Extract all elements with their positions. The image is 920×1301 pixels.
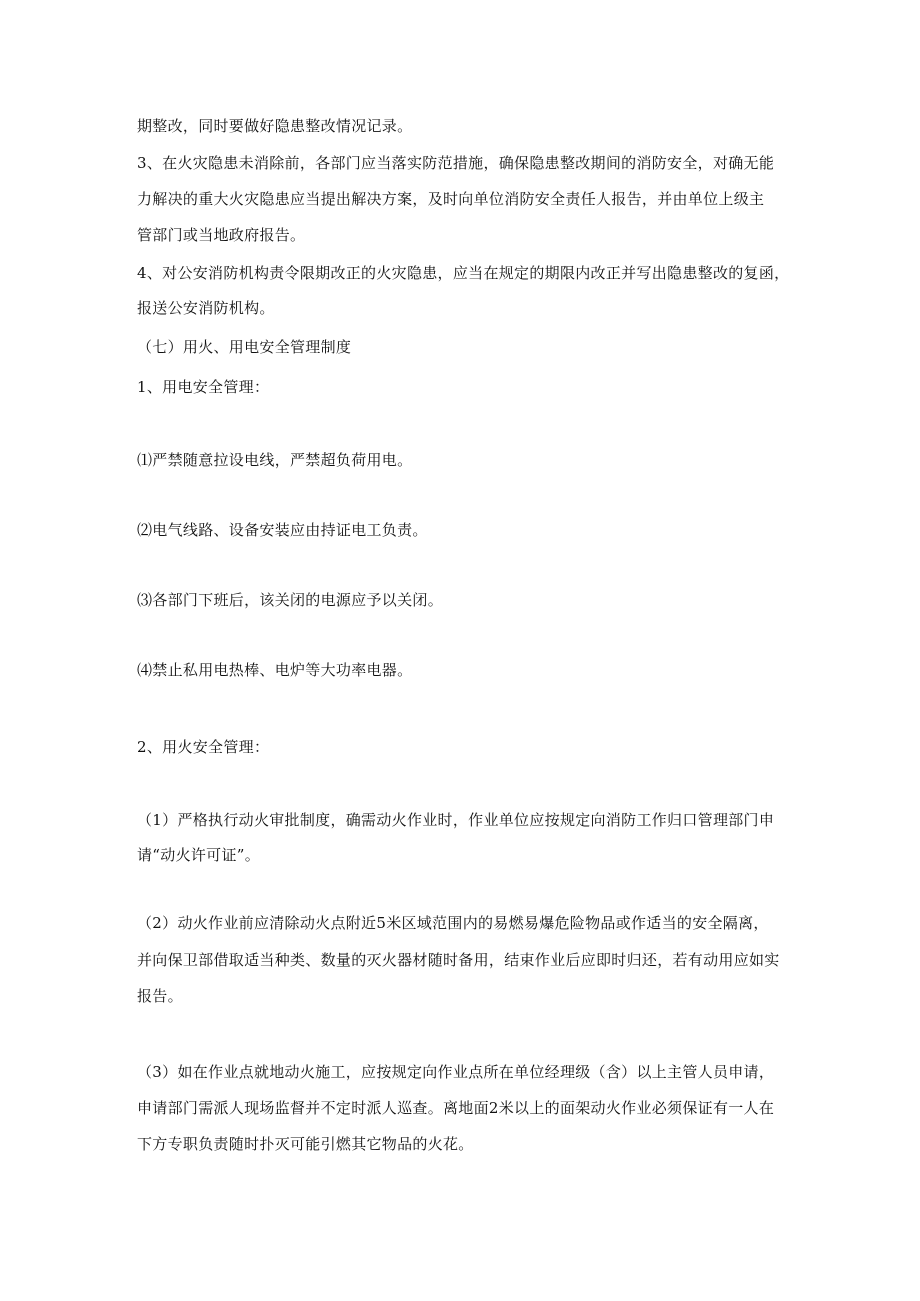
subsection-heading-electricity: 1、用电安全管理： — [137, 378, 270, 396]
paragraph-3-line-1: （3）如在作业点就地动火施工，应按规定向作业点所在单位经理级（含）以上主管人员申请， — [137, 1063, 775, 1081]
text-line-5: 4、对公安消防机构责令限期改正的火灾隐患，应当在规定的期限内改正并写出隐患整改的复函， — [137, 264, 790, 282]
list-item-3: ⑶各部门下班后，该关闭的电源应予以关闭。 — [137, 591, 444, 609]
text-line-4: 管部门或当地政府报告。 — [137, 226, 306, 244]
text-line-6: 报送公安消防机构。 — [137, 299, 275, 317]
subsection-heading-fire: 2、用火安全管理： — [137, 738, 270, 756]
paragraph-2-line-2: 并向保卫部借取适当种类、数量的灭火器材随时备用，结束作业后应即时归还，若有动用应如实 — [137, 951, 780, 969]
text-line-3: 力解决的重大火灾隐患应当提出解决方案，及时向单位消防安全责任人报告，并由单位上级主 — [137, 190, 765, 208]
paragraph-1-line-2: 请“动火许可证”。 — [137, 846, 261, 864]
text-line-2: 3、在火灾隐患未消除前，各部门应当落实防范措施，确保隐患整改期间的消防安全，对确无能 — [137, 154, 775, 172]
list-item-1: ⑴严禁随意拉设电线，严禁超负荷用电。 — [137, 451, 413, 469]
paragraph-3-line-2: 申请部门需派人现场监督并不定时派人巡查。离地面2米以上的面架动火作业必须保证有一人在 — [137, 1099, 775, 1117]
paragraph-2-line-3: 报告。 — [137, 987, 183, 1005]
section-heading-7: （七）用火、用电安全管理制度 — [137, 338, 352, 356]
list-item-2: ⑵电气线路、设备安装应由持证电工负责。 — [137, 521, 428, 539]
list-item-4: ⑷禁止私用电热棒、电炉等大功率电器。 — [137, 661, 413, 679]
paragraph-2-line-1: （2）动火作业前应清除动火点附近5米区域范围内的易燃易爆危险物品或作适当的安全隔离， — [137, 914, 769, 932]
text-line-1: 期整改，同时要做好隐患整改情况记录。 — [137, 117, 413, 135]
paragraph-1-line-1: （1）严格执行动火审批制度，确需动火作业时，作业单位应按规定向消防工作归口管理部门申 — [137, 811, 775, 829]
paragraph-3-line-3: 下方专职负责随时扑灭可能引燃其它物品的火花。 — [137, 1135, 474, 1153]
